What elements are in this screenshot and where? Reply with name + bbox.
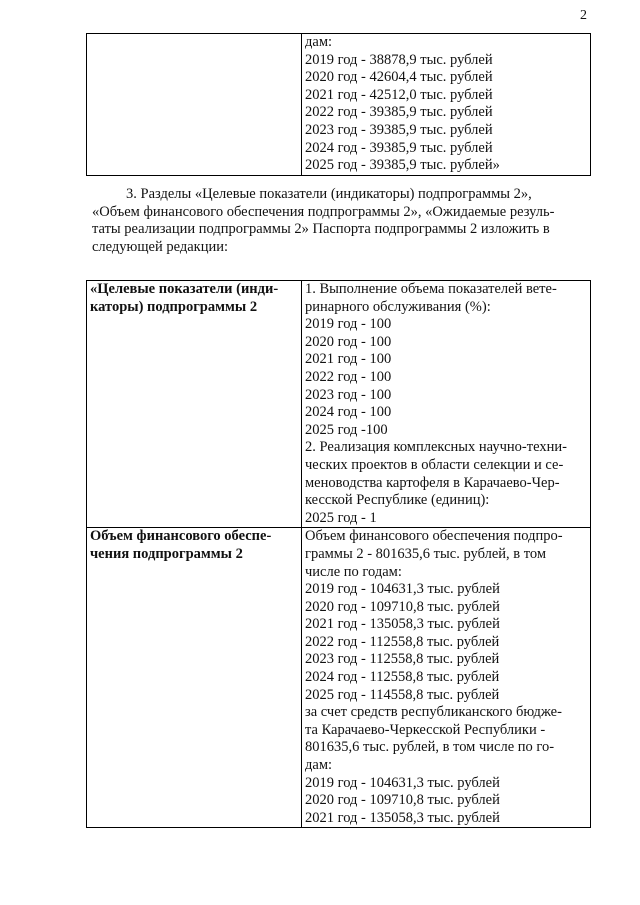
row-heading-line: каторы) подпрограммы 2 <box>90 298 258 315</box>
paragraph-line: 3. Разделы «Целевые показатели (индикаторы) подпрограммы 2», <box>126 186 532 202</box>
table-line: 2025 год - 114558,8 тыс. рублей <box>305 686 500 703</box>
table-line: 2021 год - 135058,3 тыс. рублей <box>305 809 500 826</box>
table-line: 2019 год - 104631,3 тыс. рублей <box>305 581 500 598</box>
table-line: 1. Выполнение объема показателей вете- <box>305 281 557 297</box>
table-line: меноводства картофеля в Карачаево-Чер- <box>305 474 560 491</box>
row-heading-line: Объем финансового обеспе- <box>90 528 272 545</box>
paragraph-line: «Объем финансового обеспечения подпрограммы 2», «Ожидаемые резуль- <box>92 203 555 220</box>
table-line: ринарного обслуживания (%): <box>305 298 491 315</box>
table-line: 2025 год -100 <box>305 421 388 438</box>
table-row-indicators <box>87 281 591 528</box>
table-row-financing <box>87 528 591 828</box>
row-heading-line: чения подпрограммы 2 <box>90 545 243 562</box>
table-line: 2024 год - 112558,8 тыс. рублей <box>305 669 500 686</box>
table-line: 2021 год - 100 <box>305 351 392 368</box>
table-line: 2024 год - 100 <box>305 404 392 421</box>
table-line: 2022 год - 100 <box>305 368 392 385</box>
paragraph-line: таты реализации подпрограммы 2» Паспорта подпрограммы 2 изложить в <box>92 221 550 238</box>
table-line: 2019 год - 38878,9 тыс. рублей <box>305 51 493 68</box>
table-line: за счет средств республиканского бюдже- <box>305 704 562 721</box>
table-line: 2020 год - 42604,4 тыс. рублей <box>305 69 493 86</box>
table-line: дам: <box>305 34 333 50</box>
table-line: ческих проектов в области селекции и се- <box>305 456 564 473</box>
row-heading-line: «Целевые показатели (инди- <box>90 281 279 297</box>
paragraph-line: следующей редакции: <box>92 238 229 255</box>
table-left-cell <box>87 281 302 528</box>
table-line: 2023 год - 39385,9 тыс. рублей <box>305 121 493 138</box>
table-line: 2. Реализация комплексных научно-техни- <box>305 439 567 456</box>
table-line: дам: <box>305 757 333 774</box>
body-paragraph <box>92 186 586 256</box>
table-line: 2024 год - 39385,9 тыс. рублей <box>305 139 493 156</box>
passport-table <box>86 280 591 828</box>
table-line: 2025 год - 1 <box>305 509 377 526</box>
table-line: 2021 год - 135058,3 тыс. рублей <box>305 616 500 633</box>
table-line: Объем финансового обеспечения подпро- <box>305 528 563 545</box>
table-right-cell <box>302 528 591 828</box>
table-line: 2020 год - 109710,8 тыс. рублей <box>305 598 500 615</box>
table-line: граммы 2 - 801635,6 тыс. рублей, в том <box>305 545 547 562</box>
table-line: 801635,6 тыс. рублей, в том числе по го- <box>305 739 555 756</box>
table-line: 2025 год - 39385,9 тыс. рублей» <box>305 157 500 174</box>
table-line: кесской Республике (единиц): <box>305 492 490 509</box>
table-line: числе по годам: <box>305 563 402 580</box>
table-line: 2019 год - 104631,3 тыс. рублей <box>305 774 500 791</box>
table-right-cell <box>302 34 591 176</box>
continuation-table <box>86 33 591 176</box>
table-row <box>87 34 591 176</box>
table-line: 2022 год - 39385,9 тыс. рублей <box>305 104 493 121</box>
table-line: 2023 год - 112558,8 тыс. рублей <box>305 651 500 668</box>
table-line: 2022 год - 112558,8 тыс. рублей <box>305 633 500 650</box>
page-number: 2 <box>580 8 587 23</box>
table-line: та Карачаево-Черкесской Республики - <box>305 721 546 738</box>
table-left-cell <box>87 34 302 176</box>
table-right-cell <box>302 281 591 528</box>
table-line: 2023 год - 100 <box>305 386 392 403</box>
table-line: 2019 год - 100 <box>305 316 392 333</box>
table-left-cell <box>87 528 302 828</box>
table-line: 2020 год - 100 <box>305 333 392 350</box>
table-line: 2021 год - 42512,0 тыс. рублей <box>305 86 493 103</box>
table-line: 2020 год - 109710,8 тыс. рублей <box>305 792 500 809</box>
